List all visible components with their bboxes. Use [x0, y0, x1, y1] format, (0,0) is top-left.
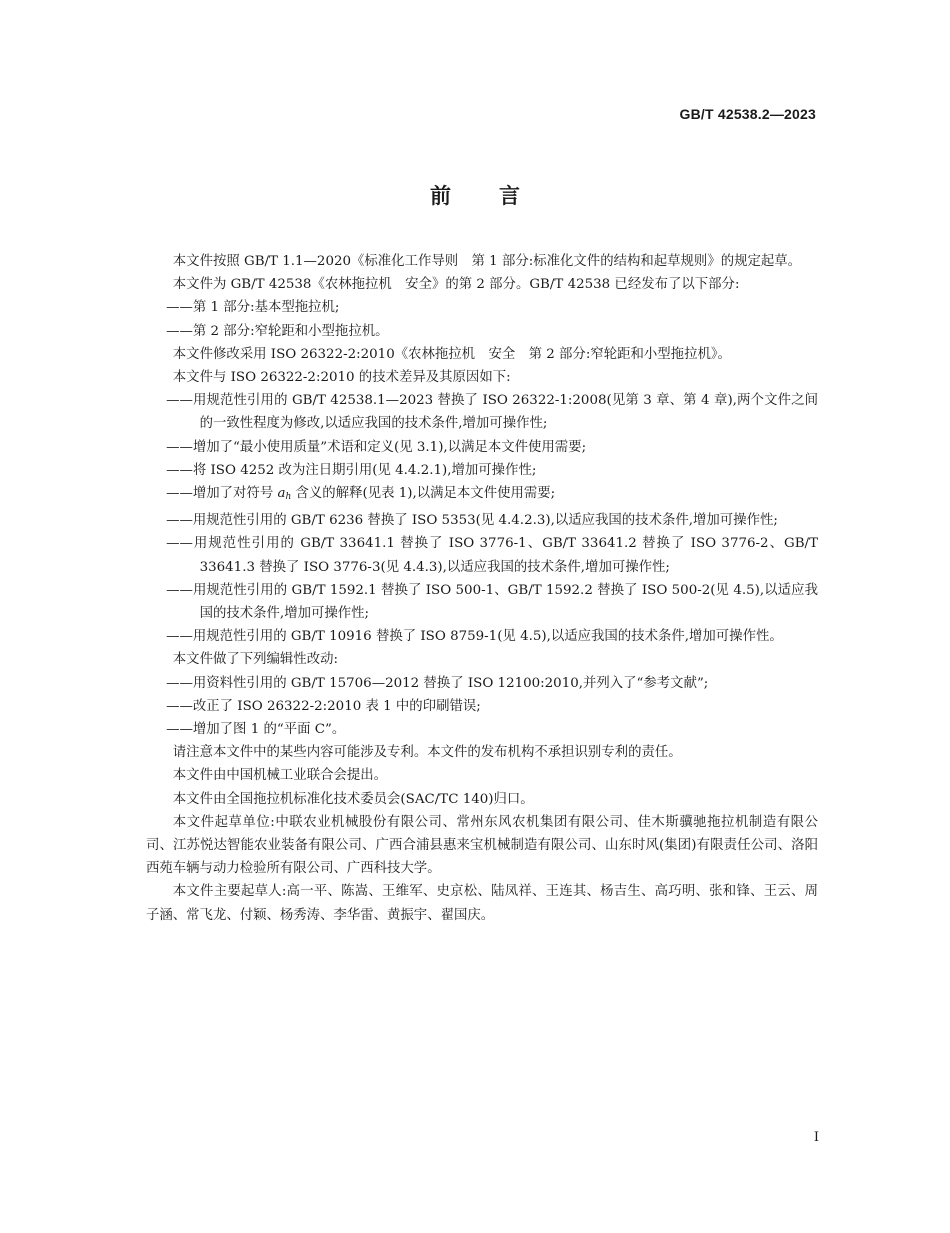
- paragraph: 本文件做了下列编辑性改动:: [172, 652, 338, 668]
- list-item: ——用规范性引用的 GB/T 6236 替换了 ISO 5353(见 4.4.2.3),以适应我国的技术条件,增加可操作性;: [166, 513, 778, 529]
- symbol-subscript: h: [285, 492, 292, 503]
- list-item: ——用规范性引用的 GB/T 42538.1—2023 替换了 ISO 26322-1:2008(见第 3 章、第 4 章),两个文件之间的一致性程度为修改,以适应我国的技术条件,增加可操作性;: [166, 393, 818, 432]
- list-item: ——用规范性引用的 GB/T 1592.1 替换了 ISO 500-1、GB/T 1592.2 替换了 ISO 500-2(见 4.5),以适应我国的技术条件,增加可操作性;: [166, 582, 818, 622]
- page-title: 前言: [430, 184, 568, 208]
- list-item: ——第 1 部分:基本型拖拉机;: [166, 300, 340, 316]
- paragraph: 本文件与 ISO 26322-2:2010 的技术差异及其原因如下:: [172, 370, 511, 386]
- list-item: ——用资料性引用的 GB/T 15706—2012 替换了 ISO 12100:2010,并列入了“参考文献”;: [166, 675, 709, 691]
- list-item-text: ——增加了对符号: [166, 486, 278, 502]
- list-item: ——第 2 部分:窄轮距和小型拖拉机。: [166, 323, 389, 339]
- symbol: a: [277, 486, 286, 502]
- paragraph: 本文件修改采用 ISO 26322-2:2010《农林拖拉机 安全 第 2 部分:窄轮距和小型拖拉机》。: [172, 346, 731, 362]
- page-number: I: [813, 1130, 819, 1145]
- list-item: ——增加了“最小使用质量”术语和定义(见 3.1),以满足本文件使用需要;: [166, 439, 587, 455]
- paragraph: 本文件由全国拖拉机标准化技术委员会(SAC/TC 140)归口。: [172, 791, 534, 807]
- paragraph: 本文件起草单位:中联农业机械股份有限公司、常州东风农机集团有限公司、佳木斯骥驰拖拉机制造有限公司、江苏悦达智能农业装备有限公司、广西合浦县惠来宝机械制造有限公司、山东时风(集团)有限责任公司、洛阳西苑车辆与动力检验所有限公司、广西科技大学。: [146, 814, 818, 877]
- list-item: [146, 482, 818, 509]
- foreword-body: [146, 250, 818, 927]
- standard-code: GB/T 42538.2—2023: [679, 106, 816, 122]
- list-item: ——将 ISO 4252 改为注日期引用(见 4.4.2.1),增加可操作性;: [166, 462, 537, 478]
- list-item: ——增加了图 1 的“平面 C”。: [166, 722, 346, 738]
- list-item: ——用规范性引用的 GB/T 33641.1 替换了 ISO 3776-1、GB/T 33641.2 替换了 ISO 3776-2、GB/T 33641.3 替换了 ISO 3776-3(见 4.4.3),以适应我国的技术条件,增加可操作性;: [166, 536, 818, 575]
- paragraph: 本文件按照 GB/T 1.1—2020《标准化工作导则 第 1 部分:标准化文件的结构和起草规则》的规定起草。: [172, 254, 802, 269]
- list-item-text: 含义的解释(见表 1),以满足本文件使用需要;: [291, 486, 556, 502]
- paragraph: 请注意本文件中的某些内容可能涉及专利。本文件的发布机构不承担识别专利的责任。: [172, 745, 682, 761]
- list-item: ——改正了 ISO 26322-2:2010 表 1 中的印刷错误;: [166, 698, 481, 714]
- paragraph: 本文件由中国机械工业联合会提出。: [172, 768, 388, 784]
- paragraph: 本文件主要起草人:高一平、陈嵩、王维军、史京松、陆凤祥、王连其、杨吉生、高巧明、张和锋、王云、周子涵、常飞龙、付颖、杨秀涛、李华雷、黄振宇、翟国庆。: [146, 884, 818, 923]
- list-item: ——用规范性引用的 GB/T 10916 替换了 ISO 8759-1(见 4.5),以适应我国的技术条件,增加可操作性。: [166, 629, 783, 645]
- paragraph: 本文件为 GB/T 42538《农林拖拉机 安全》的第 2 部分。GB/T 42538 已经发布了以下部分:: [172, 277, 740, 293]
